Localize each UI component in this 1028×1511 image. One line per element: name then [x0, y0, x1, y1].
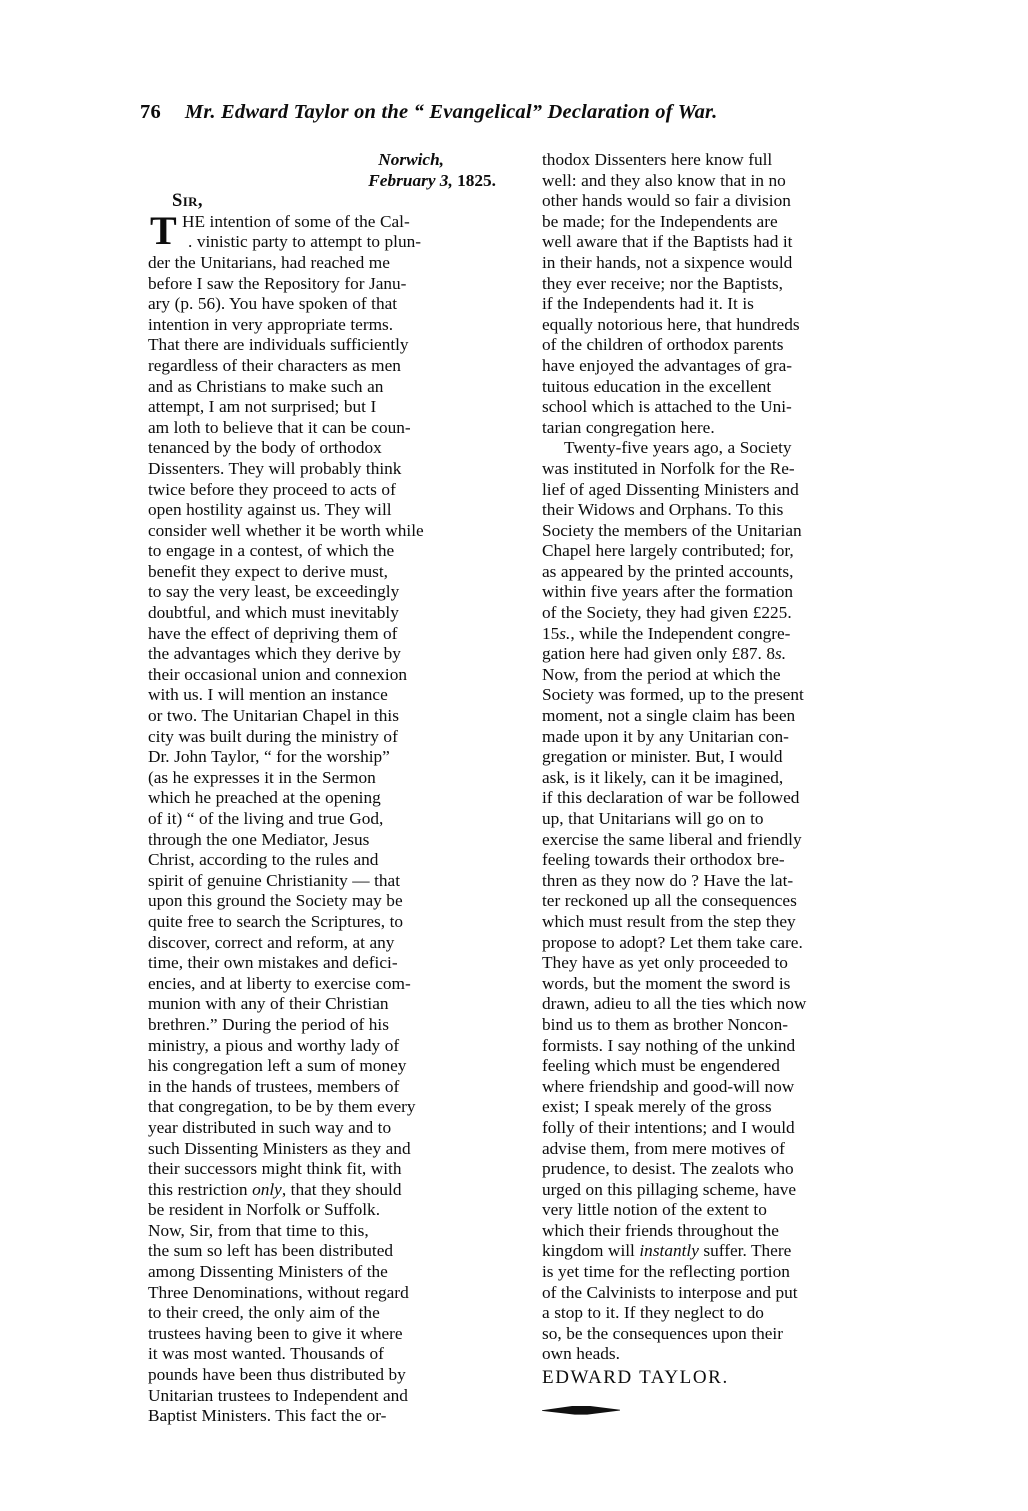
text-line: exist; I speak merely of the gross	[542, 1097, 772, 1117]
text-line: be made; for the Independents are	[542, 211, 778, 231]
text-line: tarian congregation here.	[542, 417, 715, 437]
text-line: Unitarian trustees to Independent and	[148, 1385, 408, 1405]
text-line: ask, is it likely, can it be imagined,	[542, 767, 784, 787]
text-line: their successors might think fit, with	[148, 1159, 402, 1179]
text-line: spirit of genuine Christianity — that	[148, 870, 401, 890]
text-line: made upon it by any Unitarian con-	[542, 726, 789, 746]
text-line: ter reckoned up all the consequences	[542, 891, 797, 911]
dateline-place: Norwich,	[378, 150, 444, 169]
text-line: they ever receive; nor the Baptists,	[542, 273, 783, 293]
text-line: urged on this pillaging scheme, have	[542, 1179, 797, 1199]
text-line: or two. The Unitarian Chapel in this	[148, 706, 399, 726]
shilling-amount: 15	[542, 623, 560, 643]
text-line: ary (p. 56). You have spoken of that	[148, 294, 398, 314]
text-line: the sum so left has been distributed	[148, 1241, 394, 1261]
drop-cap: T	[150, 207, 177, 253]
text-line: feeling towards their orthodox bre-	[542, 850, 785, 870]
text-line: tenanced by the body of orthodox	[148, 438, 382, 458]
text-line: quite free to search the Scriptures, to	[148, 911, 404, 931]
text-line: Society the members of the Unitarian	[542, 520, 802, 540]
text-line: Now, from the period at which the	[542, 664, 781, 684]
text-line: regardless of their characters as men	[148, 355, 401, 375]
text-line: drawn, adieu to all the ties which now	[542, 994, 807, 1014]
text-line: that congregation, to be by them every	[148, 1097, 416, 1117]
text-line: up, that Unitarians will go on to	[542, 809, 764, 828]
text-line: well: and they also know that in no	[542, 170, 786, 190]
text-line: of the children of orthodox parents	[542, 335, 784, 355]
text-line: very little notion of the extent to	[542, 1200, 767, 1220]
text-line: in the hands of trustees, members of	[148, 1076, 400, 1096]
text-line: discover, correct and reform, at any	[148, 932, 395, 952]
text-line: year distributed in such way and to	[148, 1117, 392, 1137]
text-line: benefit they expect to derive must,	[148, 561, 388, 581]
text-line: and as Christians to make such an	[148, 376, 384, 396]
text-line: with us. I will mention an instance	[148, 685, 388, 705]
text-line: through the one Mediator, Jesus	[148, 829, 370, 849]
text-line: Society was formed, up to the present	[542, 685, 804, 705]
column-container	[148, 150, 890, 1450]
dateline-month-day: February 3,	[368, 170, 453, 190]
text-line: where friendship and good-will now	[542, 1076, 795, 1096]
text-line: Now, Sir, from that time to this,	[148, 1220, 369, 1240]
text-line: tuitous education in the excellent	[542, 376, 772, 396]
text-line: be resident in Norfolk or Suffolk.	[148, 1200, 381, 1220]
text-line: lief of aged Dissenting Ministers and	[542, 479, 799, 499]
right-column	[542, 150, 890, 1420]
text-line: have the effect of depriving them of	[148, 623, 398, 643]
text-line: Dissenters. They will probably think	[148, 458, 402, 478]
text-line: was instituted in Norfolk for the Re-	[542, 458, 795, 478]
text-line: exercise the same liberal and friendly	[542, 829, 802, 849]
emphasis-only: only	[252, 1179, 282, 1199]
text-line: der the Unitarians, had reached me	[148, 252, 390, 272]
running-head-title: Mr. Edward Taylor on the “ Evangelical” Declaration of War.	[184, 101, 718, 123]
text-line: in their hands, not a sixpence would	[542, 252, 793, 272]
text-line: within five years after the formation	[542, 582, 794, 602]
line-text-after: , while the Independent congre-	[570, 623, 791, 643]
text-line: to say the very least, be exceedingly	[148, 582, 400, 602]
text-line: encies, and at liberty to exercise com-	[148, 973, 411, 993]
text-line: (as he expresses it in the Sermon	[148, 767, 376, 787]
text-line: That there are individuals sufficiently	[148, 335, 409, 355]
text-line: consider well whether it be worth while	[148, 520, 424, 540]
text-line: brethren.” During the period of his	[148, 1014, 389, 1034]
currency-line-pounds-225: of the Society, they had given £225.	[542, 603, 792, 623]
dateline	[148, 150, 496, 191]
text-line: time, their own mistakes and defici-	[148, 953, 398, 973]
text-line: other hands would so fair a division	[542, 191, 791, 211]
text-line: a stop to it. If they neglect to do	[542, 1303, 764, 1323]
text-line: Dr. John Taylor, “ for the worship”	[148, 747, 390, 767]
page-folio-number: 76	[140, 101, 161, 123]
text-line: the advantages which they derive by	[148, 644, 401, 664]
salutation: Sir,	[172, 191, 203, 212]
text-line: of it) “ of the living and true God,	[148, 809, 384, 828]
text-line: gregation or minister. But, I would	[542, 747, 783, 767]
text-line: Christ, according to the rules and	[148, 850, 379, 870]
text-line: to engage in a contest, of which the	[148, 541, 395, 561]
text-line: is yet time for the reflecting portion	[542, 1262, 790, 1282]
text-line: folly of their intentions; and I would	[542, 1117, 795, 1137]
text-line: as appeared by the printed accounts,	[542, 561, 794, 581]
dateline-year: 1825.	[457, 170, 496, 190]
text-line: advise them, from mere motives of	[542, 1138, 785, 1158]
text-line: before I saw the Repository for Janu-	[148, 273, 407, 293]
text-line: thodox Dissenters here know full	[542, 150, 773, 169]
text-line: own heads.	[542, 1344, 620, 1364]
text-line: They have as yet only proceeded to	[542, 953, 788, 973]
ornament-container	[542, 1400, 890, 1421]
text-line: doubtful, and which must inevitably	[148, 603, 399, 623]
shilling-unit: s.	[559, 623, 571, 643]
text-line: have enjoyed the advantages of gra-	[542, 355, 793, 375]
text-line: which must result from the step they	[542, 911, 796, 931]
text-line: city was built during the ministry of	[148, 726, 398, 746]
text-line: HE intention of some of the Cal-	[182, 211, 410, 231]
text-line: of the Calvinists to interpose and put	[542, 1282, 798, 1302]
emphasis-instantly: instantly	[639, 1241, 699, 1261]
running-head	[140, 101, 900, 124]
line-text-before: kingdom will	[542, 1241, 640, 1261]
text-line: their Widows and Orphans. To this	[542, 500, 784, 520]
text-line: open hostility against us. They will	[148, 500, 392, 520]
left-column-body	[148, 207, 496, 1427]
text-line: if this declaration of war be followed	[542, 788, 800, 808]
line-text-after: suffer. There	[698, 1241, 792, 1261]
text-line: pounds have been thus distributed by	[148, 1365, 406, 1385]
text-line: school which is attached to the Uni-	[542, 397, 792, 417]
text-line: feeling which must be engendered	[542, 1056, 780, 1076]
text-line: moment, not a single claim has been	[542, 706, 796, 726]
text-line: such Dissenting Ministers as they and	[148, 1138, 411, 1158]
text-line-with-emphasis	[148, 1180, 496, 1201]
text-line: among Dissenting Ministers of the	[148, 1262, 388, 1282]
text-line-with-emphasis	[542, 1241, 890, 1262]
text-line: bind us to them as brother Noncon-	[542, 1014, 788, 1034]
left-column	[148, 150, 496, 1427]
text-line: Three Denominations, without regard	[148, 1282, 409, 1302]
text-line: it was most wanted. Thousands of	[148, 1344, 384, 1364]
salutation-row	[148, 191, 496, 212]
paragraph-opening-line: Twenty-five years ago, a Society	[564, 438, 792, 458]
text-line: am loth to believe that it can be coun-	[148, 417, 411, 437]
pound-amount: gation here had given only £87. 8	[542, 644, 776, 664]
text-line: his congregation left a sum of money	[148, 1056, 407, 1076]
text-line: upon this ground the Society may be	[148, 891, 403, 911]
text-line: well aware that if the Baptists had it	[542, 232, 793, 252]
text-line: words, but the moment the sword is	[542, 973, 791, 993]
line-text-after: , that they should	[281, 1179, 402, 1199]
text-line: their occasional union and connexion	[148, 664, 407, 684]
currency-line-pounds-87	[542, 644, 890, 665]
text-line: intention in very appropriate terms.	[148, 314, 394, 334]
text-line: propose to adopt? Let them take care.	[542, 932, 803, 952]
text-line: Chapel here largely contributed; for,	[542, 541, 794, 561]
line-text-before: this restriction	[148, 1179, 253, 1199]
text-line: munion with any of their Christian	[148, 994, 389, 1014]
text-line: thren as they now do ? Have the lat-	[542, 870, 794, 890]
text-line: attempt, I am not surprised; but I	[148, 397, 377, 417]
text-line: so, be the consequences upon their	[542, 1323, 783, 1343]
text-line: . vinistic party to attempt to plun-	[188, 232, 422, 252]
right-column-body	[542, 150, 890, 1420]
shilling-unit: s.	[775, 644, 787, 664]
text-line: if the Independents had it. It is	[542, 294, 754, 314]
currency-line-shillings-15	[542, 624, 890, 645]
text-line: ministry, a pious and worthy lady of	[148, 1035, 400, 1055]
lozenge-rule-icon	[542, 1406, 620, 1415]
text-line: which their friends throughout the	[542, 1220, 779, 1240]
text-line: Baptist Ministers. This fact the or-	[148, 1406, 387, 1426]
text-line: formists. I say nothing of the unkind	[542, 1035, 796, 1055]
text-line: which he preached at the opening	[148, 788, 381, 808]
text-line: trustees having been to give it where	[148, 1323, 403, 1343]
text-line: prudence, to desist. The zealots who	[542, 1159, 794, 1179]
dateline-date	[148, 171, 496, 192]
text-line: twice before they proceed to acts of	[148, 479, 396, 499]
signature: EDWARD TAYLOR.	[542, 1367, 729, 1389]
text-line: equally notorious here, that hundreds	[542, 314, 800, 334]
text-line: to their creed, the only aim of the	[148, 1303, 380, 1323]
